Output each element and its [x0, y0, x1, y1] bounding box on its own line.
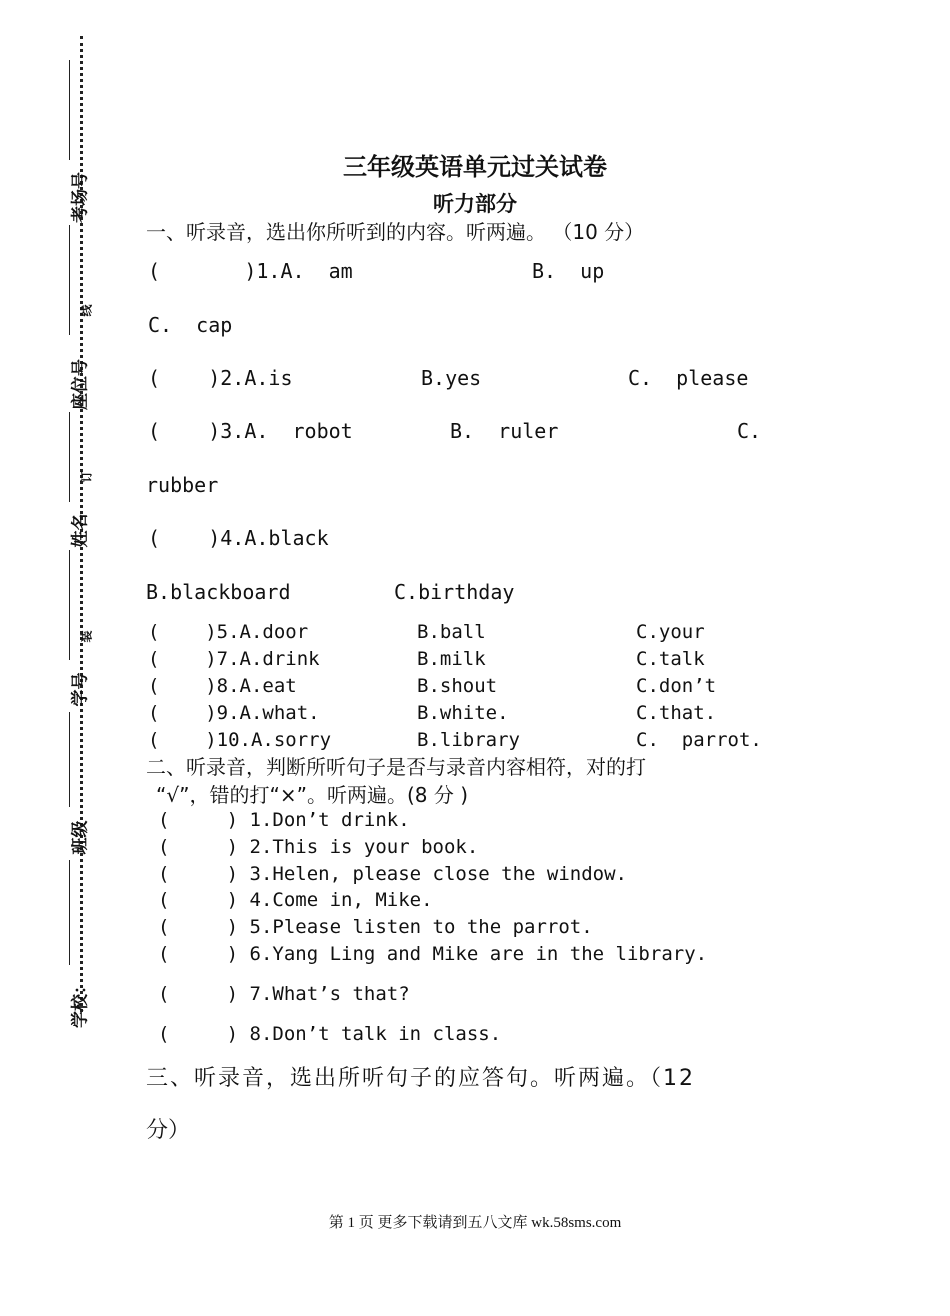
- section1-heading: 一、听录音，选出你所听到的内容。听两遍。 （10 分）: [146, 220, 645, 244]
- binding-mark-line: 线: [79, 304, 94, 317]
- judge-item-2: ( ) 2.This is your book.: [158, 836, 479, 858]
- question-1-a: ( )1.A. am: [148, 259, 353, 283]
- question-5-b: B.ball: [417, 621, 486, 643]
- question-3-c: C.: [737, 419, 762, 443]
- question-1-c: C. cap: [148, 313, 233, 337]
- question-4-b: B.blackboard: [146, 580, 291, 604]
- question-9-c: C.that.: [636, 702, 717, 724]
- question-2-b: B.yes: [421, 366, 482, 390]
- question-10-b: B.library: [417, 729, 520, 751]
- question-1-b: B. up: [532, 259, 605, 283]
- section2-heading: 二、听录音，判断所听句子是否与录音内容相符，对的打: [146, 755, 646, 779]
- judge-item-6: ( ) 6.Yang Ling and Mike are in the library.: [158, 943, 708, 965]
- blank-line: [69, 412, 70, 502]
- blank-line: [69, 712, 70, 807]
- section3-heading-cont: 分）: [146, 1118, 191, 1143]
- question-5-a: ( )5.A.door: [148, 621, 309, 643]
- blank-line: [69, 860, 70, 965]
- question-3-a: ( )3.A. robot: [148, 419, 353, 443]
- seat-number-label: 座位号: [70, 359, 91, 410]
- question-4-a: ( )4.A.black: [148, 526, 329, 550]
- question-5-c: C.your: [636, 621, 705, 643]
- question-3-b: B. ruler: [450, 419, 559, 443]
- question-7-c: C.talk: [636, 648, 705, 670]
- judge-item-4: ( ) 4.Come in, Mike.: [158, 889, 433, 911]
- question-2-a: ( )2.A.is: [148, 366, 293, 390]
- page-subtitle: 听力部分: [433, 192, 517, 216]
- page-footer: 第 1 页 更多下载请到五八文库 wk.58sms.com: [328, 1215, 622, 1231]
- binding-mark-staple: 订: [79, 470, 94, 483]
- class-label: 班级: [70, 820, 91, 855]
- question-10-c: C. parrot.: [636, 729, 762, 751]
- question-7-a: ( )7.A.drink: [148, 648, 320, 670]
- exam-room-label: 考场号: [70, 172, 91, 223]
- binding-mark-bind: 装: [79, 630, 94, 643]
- question-7-b: B.milk: [417, 648, 486, 670]
- judge-item-5: ( ) 5.Please listen to the parrot.: [158, 916, 593, 938]
- judge-item-7: ( ) 7.What’s that?: [158, 983, 410, 1005]
- name-label: 姓名: [70, 513, 91, 548]
- question-8-a: ( )8.A.eat: [148, 675, 297, 697]
- blank-line: [69, 60, 70, 160]
- question-2-c: C. please: [628, 366, 749, 390]
- school-label: 学校：: [70, 977, 91, 1028]
- question-4-c: C.birthday: [394, 580, 515, 604]
- student-number-label: 学号: [70, 672, 91, 707]
- section3-heading: 三、听录音，选出所听句子的应答句。听两遍。（12: [146, 1066, 695, 1091]
- blank-line: [69, 550, 70, 660]
- blank-line: [69, 225, 70, 335]
- judge-item-3: ( ) 3.Helen, please close the window.: [158, 863, 627, 885]
- question-3-c-word: rubber: [146, 473, 219, 497]
- question-8-b: B.shout: [417, 675, 498, 697]
- question-10-a: ( )10.A.sorry: [148, 729, 332, 751]
- question-8-c: C.don’t: [636, 675, 717, 697]
- question-9-a: ( )9.A.what.: [148, 702, 320, 724]
- page-title: 三年级英语单元过关试卷: [343, 153, 607, 181]
- question-9-b: B.white.: [417, 702, 509, 724]
- section2-heading-cont: “√”，错的打“×”。听两遍。(8 分 ): [156, 783, 468, 807]
- judge-item-8: ( ) 8.Don’t talk in class.: [158, 1023, 502, 1045]
- judge-item-1: ( ) 1.Don’t drink.: [158, 809, 410, 831]
